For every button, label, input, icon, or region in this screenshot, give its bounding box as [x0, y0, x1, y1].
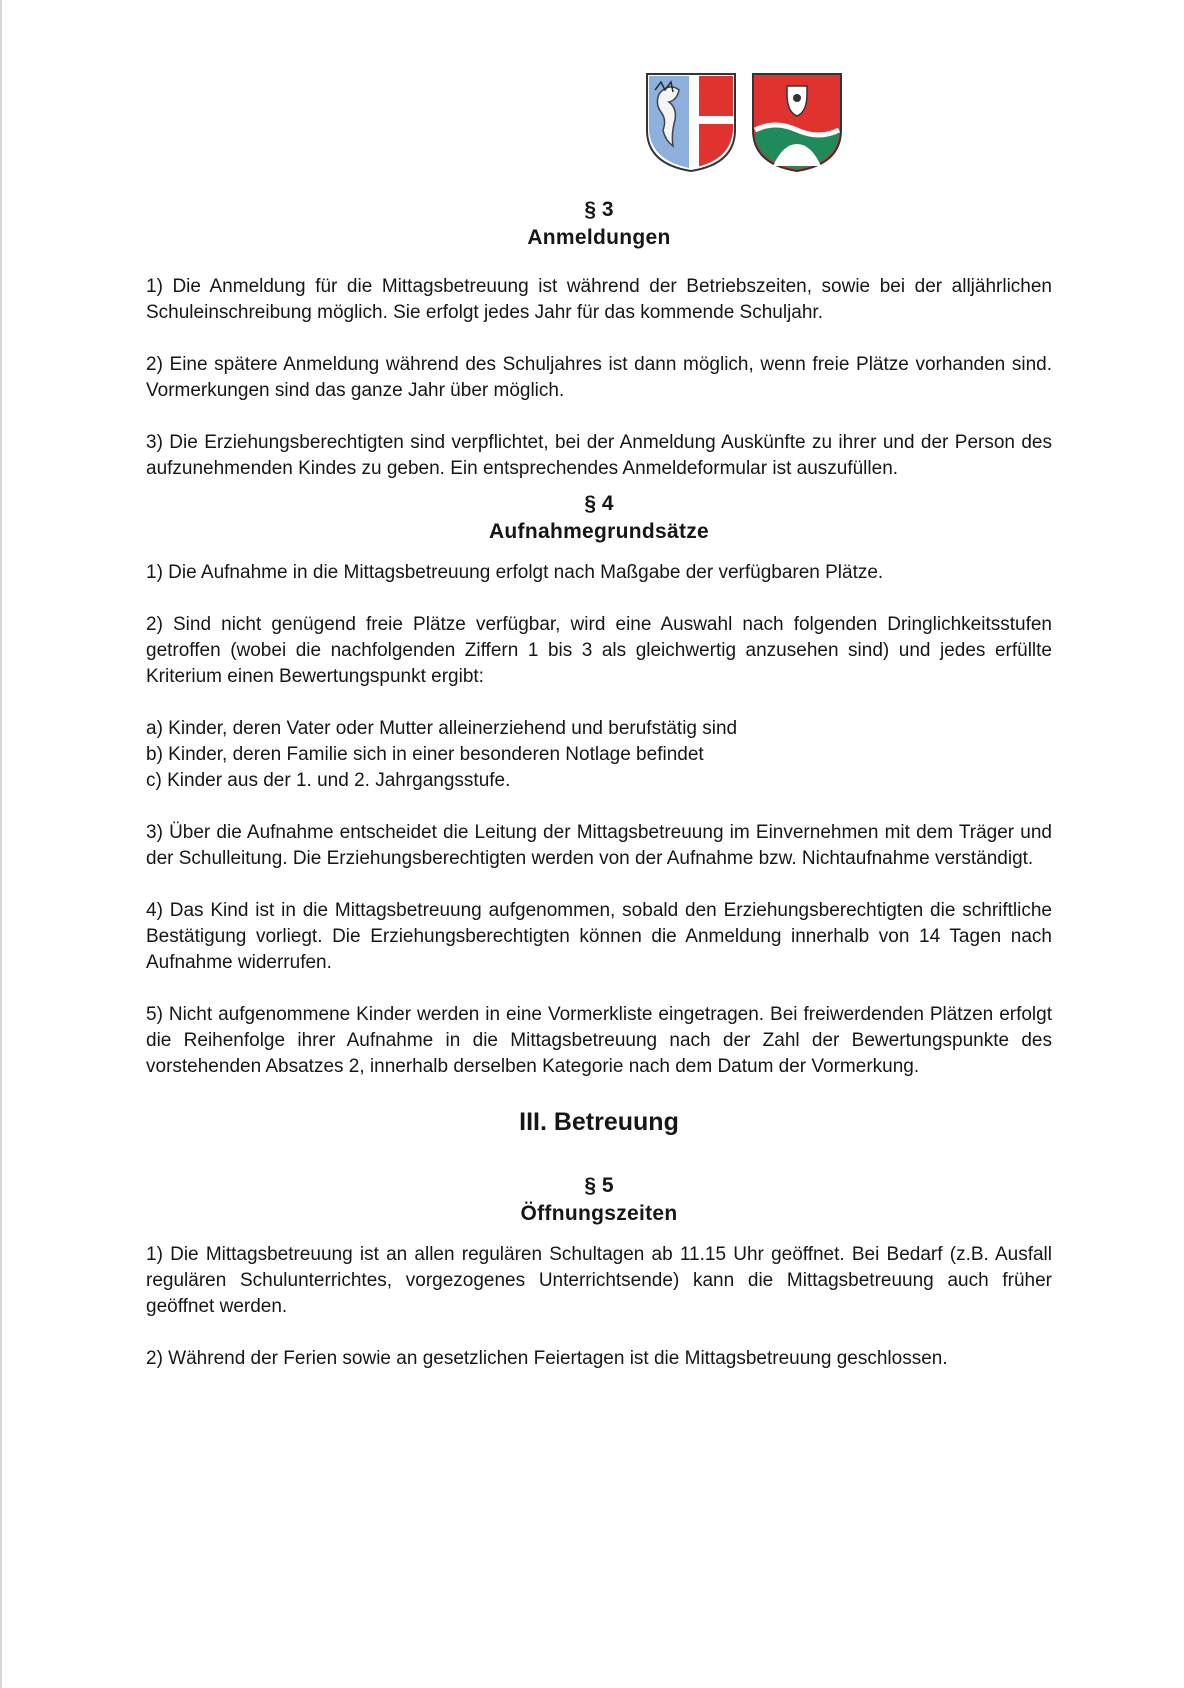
- section-5-paragraph-2: 2) Während der Ferien sowie an gesetzlichen Feiertagen ist die Mittagsbetreuung geschlossen.: [146, 1348, 948, 1369]
- section-5-paragraph-1: 1) Die Mittagsbetreuung ist an allen regulären Schultagen ab 11.15 Uhr geöffnet. Bei Bedarf (z.B. Ausfall regulären Schulunterrichtes, vorgezogenes Unterrichtsende) kann die Mittagsbetreuung auch früher geöffnet werden.: [146, 1244, 1052, 1317]
- coats-of-arms: [645, 72, 843, 172]
- document-body: [146, 196, 1052, 1372]
- list-item: b) Kinder, deren Familie sich in einer besonderen Notlage befindet: [146, 744, 704, 765]
- section-4-paragraph-4: 4) Das Kind ist in die Mittagsbetreuung aufgenommen, sobald den Erziehungsberechtigten die schriftliche Bestätigung vorliegt. Die Erziehungsberechtigten können die Anmeldung innerhalb von 14 Tagen nach Aufnahme widerrufen.: [146, 900, 1052, 973]
- section-4-paragraph-5: 5) Nicht aufgenommene Kinder werden in eine Vormerkliste eingetragen. Bei freiwerdenden Plätzen erfolgt die Reihenfolge ihrer Aufnahme in die Mittagsbetreuung nach der Zahl der Bewertungspunkte des vorstehenden Absatzes 2, innerhalb derselben Kategorie nach dem Datum der Vormerkung.: [146, 1004, 1052, 1077]
- list-item: c) Kinder aus der 1. und 2. Jahrgangsstufe.: [146, 770, 511, 791]
- scan-edge: [0, 0, 2, 1688]
- section-4-paragraph-1: 1) Die Aufnahme in die Mittagsbetreuung erfolgt nach Maßgabe der verfügbaren Plätze.: [146, 562, 884, 583]
- section-3-paragraph-1: 1) Die Anmeldung für die Mittagsbetreuung ist während der Betriebszeiten, sowie bei der alljährlichen Schuleinschreibung möglich. Sie erfolgt jedes Jahr für das kommende Schuljahr.: [146, 276, 1052, 323]
- section-5-title: Öffnungszeiten: [520, 1202, 678, 1225]
- section-4-title: Aufnahmegrundsätze: [488, 520, 710, 543]
- section-5-number: § 5: [584, 1174, 614, 1197]
- section-3-title: Anmeldungen: [527, 226, 671, 249]
- section-4-paragraph-2: 2) Sind nicht genügend freie Plätze verfügbar, wird eine Auswahl nach folgenden Dringlichkeitsstufen getroffen (wobei die nachfolgenden Ziffern 1 bis 3 als gleichwertig anzusehen sind) und jedes erfüllte Kriterium einen Bewertungspunkt ergibt:: [146, 614, 1052, 687]
- section-4-paragraph-3: 3) Über die Aufnahme entscheidet die Leitung der Mittagsbetreuung im Einvernehmen mit dem Träger und der Schulleitung. Die Erziehungsberechtigten werden von der Aufnahme bzw. Nichtaufnahme verständigt.: [146, 822, 1052, 869]
- section-4-number: § 4: [584, 492, 614, 515]
- part-3-title: III. Betreuung: [519, 1108, 679, 1136]
- section-3-number: § 3: [584, 198, 614, 221]
- coat-of-arms-right-icon: [751, 72, 843, 172]
- section-3-paragraph-3: 3) Die Erziehungsberechtigten sind verpflichtet, bei der Anmeldung Auskünfte zu ihrer und der Person des aufzunehmenden Kindes zu geben. Ein entsprechendes Anmeldeformular ist auszufüllen.: [146, 432, 1052, 479]
- list-item: a) Kinder, deren Vater oder Mutter alleinerziehend und berufstätig sind: [146, 718, 738, 739]
- coat-of-arms-left-icon: [645, 72, 737, 172]
- section-3-paragraph-2: 2) Eine spätere Anmeldung während des Schuljahres ist dann möglich, wenn freie Plätze vorhanden sind. Vormerkungen sind das ganze Jahr über möglich.: [146, 354, 1052, 401]
